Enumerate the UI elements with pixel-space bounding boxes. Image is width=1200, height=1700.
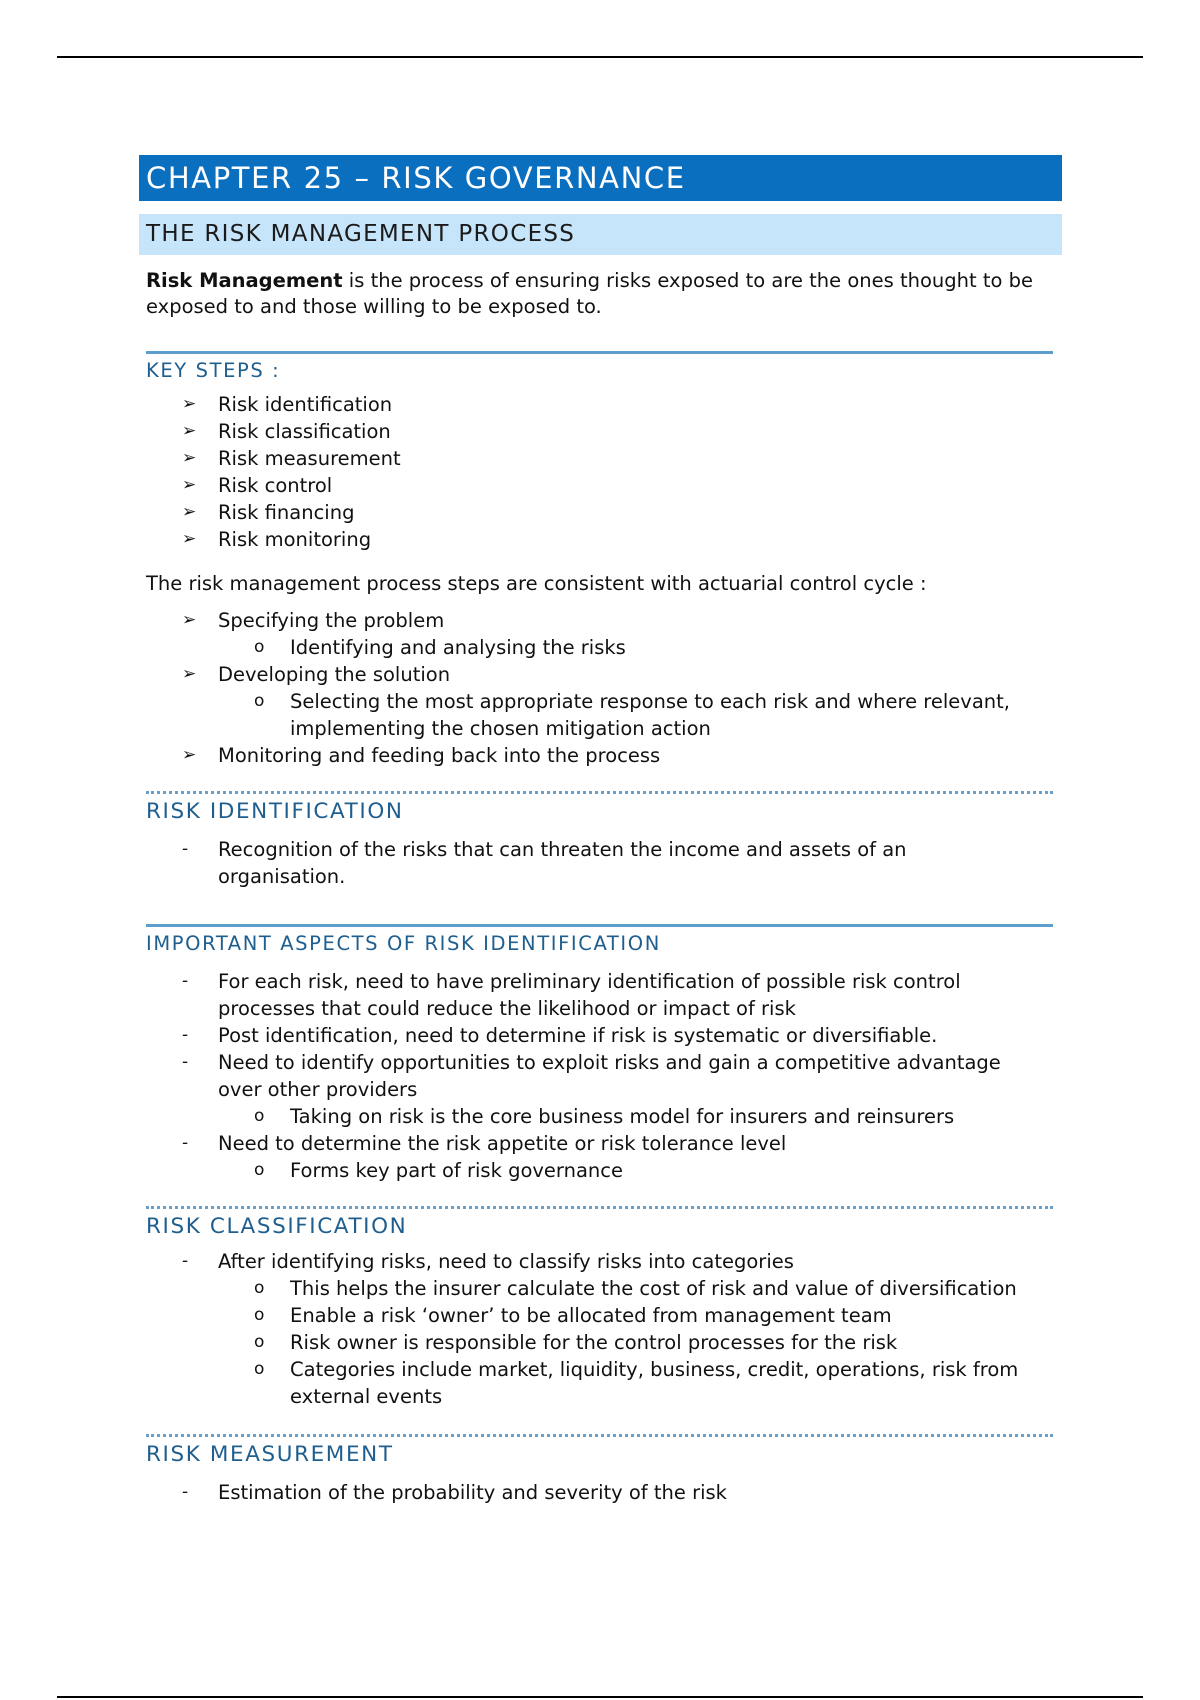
list-item: - Post identification, need to determine if risk is systematic or diversifiable.: [182, 1024, 938, 1047]
list-item: o Enable a risk ‘owner’ to be allocated from management team: [254, 1304, 892, 1327]
dash-bullet-icon: -: [182, 1025, 189, 1045]
list-item: o Selecting the most appropriate response to each risk and where relevant, implementing the chosen mitigation action: [254, 690, 1010, 740]
list-item: ➢ Risk monitoring: [182, 528, 372, 551]
risk-identification-list: [139, 836, 1062, 890]
list-item: o Identifying and analysing the risks: [254, 636, 626, 659]
list-item: ➢ Risk identification: [182, 393, 393, 416]
list-item: - Recognition of the risks that can threaten the income and assets of an organisation.: [182, 838, 907, 888]
arrow-bullet-icon: ➢: [182, 745, 197, 765]
section-title: THE RISK MANAGEMENT PROCESS: [139, 214, 1062, 255]
list-item: ➢ Risk measurement: [182, 447, 401, 470]
circle-bullet-icon: o: [254, 1332, 265, 1352]
risk-classification-list: [139, 1248, 1062, 1410]
list-item: o Risk owner is responsible for the control processes for the risk: [254, 1331, 898, 1354]
dash-bullet-icon: -: [182, 839, 189, 859]
list-item: o This helps the insurer calculate the cost of risk and value of diversification: [254, 1277, 1017, 1300]
list-item: ➢ Developing the solution: [182, 663, 451, 686]
list-item: ➢ Monitoring and feeding back into the process: [182, 744, 661, 767]
risk-classification-heading: RISK CLASSIFICATION: [146, 1206, 1053, 1241]
circle-bullet-icon: o: [254, 1106, 265, 1126]
dash-bullet-icon: -: [182, 1052, 189, 1072]
list-item: o Taking on risk is the core business model for insurers and reinsurers: [254, 1105, 955, 1128]
list-item: ➢ Risk control: [182, 474, 333, 497]
important-aspects-heading: IMPORTANT ASPECTS OF RISK IDENTIFICATION: [146, 924, 1053, 957]
control-cycle-intro: The risk management process steps are consistent with actuarial control cycle :: [146, 572, 927, 595]
arrow-bullet-icon: ➢: [182, 502, 197, 522]
list-item: - Estimation of the probability and severity of the risk: [182, 1481, 727, 1504]
list-item: ➢ Risk classification: [182, 420, 391, 443]
risk-measurement-list: [139, 1479, 1062, 1506]
list-item: ➢ Specifying the problem: [182, 609, 445, 632]
list-item: - Need to determine the risk appetite or risk tolerance level: [182, 1132, 787, 1155]
dash-bullet-icon: -: [182, 1133, 189, 1153]
list-item: - Need to identify opportunities to exploit risks and gain a competitive advantage over other providers: [182, 1051, 1001, 1101]
circle-bullet-icon: o: [254, 1359, 265, 1379]
dash-bullet-icon: -: [182, 1251, 189, 1271]
intro-text: is the process of ensuring risks exposed to are the ones thought to be exposed to and those willing to be exposed to.: [146, 269, 1034, 318]
arrow-bullet-icon: ➢: [182, 475, 197, 495]
dash-bullet-icon: -: [182, 971, 189, 991]
risk-identification-heading: RISK IDENTIFICATION: [146, 791, 1053, 826]
list-item: - After identifying risks, need to classify risks into categories: [182, 1250, 794, 1273]
bottom-rule: [57, 1696, 1143, 1698]
list-item: o Forms key part of risk governance: [254, 1159, 623, 1182]
document-body: [139, 155, 1062, 1506]
arrow-bullet-icon: ➢: [182, 610, 197, 630]
key-steps-list: [139, 391, 1062, 553]
list-item: ➢ Risk financing: [182, 501, 355, 524]
arrow-bullet-icon: ➢: [182, 529, 197, 549]
circle-bullet-icon: o: [254, 1160, 265, 1180]
arrow-bullet-icon: ➢: [182, 448, 197, 468]
top-rule: [57, 56, 1143, 58]
circle-bullet-icon: o: [254, 637, 265, 657]
intro-term: Risk Management: [146, 269, 343, 292]
important-aspects-list: [139, 968, 1062, 1184]
arrow-bullet-icon: ➢: [182, 664, 197, 684]
list-item: o Categories include market, liquidity, business, credit, operations, risk from external events: [254, 1358, 1019, 1408]
control-cycle-list: [139, 607, 1062, 769]
list-item: - For each risk, need to have preliminary identification of possible risk control processes that could reduce the likelihood or impact of risk: [182, 970, 961, 1020]
chapter-title: CHAPTER 25 – RISK GOVERNANCE: [139, 155, 1062, 201]
dash-bullet-icon: -: [182, 1482, 189, 1502]
arrow-bullet-icon: ➢: [182, 421, 197, 441]
risk-measurement-heading: RISK MEASUREMENT: [146, 1434, 1053, 1469]
intro-paragraph: [146, 268, 1046, 320]
key-steps-heading: KEY STEPS :: [146, 351, 1053, 384]
circle-bullet-icon: o: [254, 1278, 265, 1298]
circle-bullet-icon: o: [254, 691, 265, 711]
circle-bullet-icon: o: [254, 1305, 265, 1325]
arrow-bullet-icon: ➢: [182, 394, 197, 414]
